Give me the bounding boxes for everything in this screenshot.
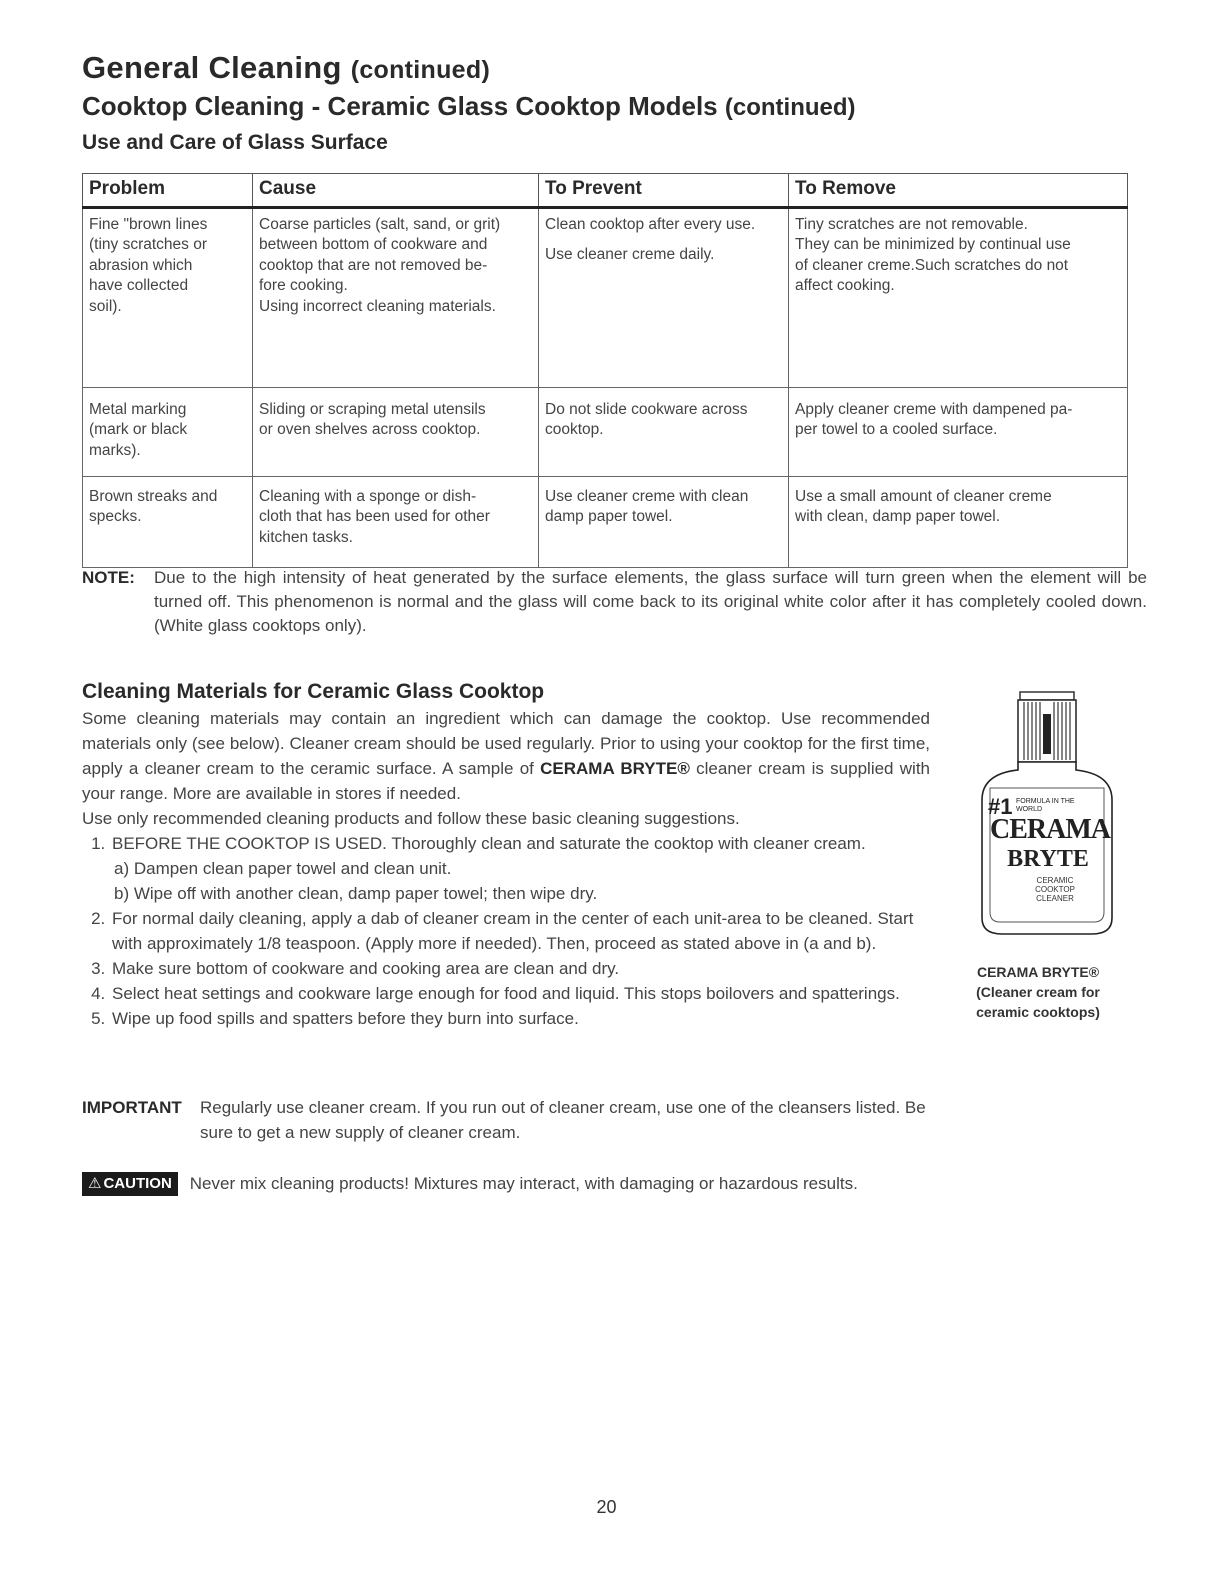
- materials-body: [82, 706, 930, 1031]
- list-item: 5. Wipe up food spills and spatters before they burn into surface.: [110, 1006, 930, 1031]
- list-item: 1. BEFORE THE COOKTOP IS USED. Thoroughly clean and saturate the cooktop with cleaner cream. a) Dampen clean paper towel and clean unit. b) Wipe off with another clean, damp paper towel; then wipe dry.: [110, 831, 930, 906]
- important-block: [82, 1095, 930, 1145]
- header-cause: Cause: [253, 174, 539, 208]
- materials-heading: Cleaning Materials for Ceramic Glass Cooktop: [82, 680, 545, 703]
- page-title: General Cleaning (continued): [82, 50, 491, 85]
- cell-prevent: Clean cooktop after every use. Use cleaner creme daily.: [539, 207, 789, 387]
- bottle-caption: [958, 962, 1118, 1022]
- cell-problem: Brown streaks and specks.: [83, 476, 253, 567]
- cell-prevent: Use cleaner creme with clean damp paper towel.: [539, 476, 789, 567]
- cell-remove: Apply cleaner creme with dampened pa- per towel to a cooled surface.: [789, 387, 1128, 476]
- important-text: Regularly use cleaner cream. If you run out of cleaner cream, use one of the cleansers listed. Be sure to get a new supply of cleaner cream.: [200, 1098, 926, 1142]
- cell-cause: Sliding or scraping metal utensils or oven shelves across cooktop.: [253, 387, 539, 476]
- table-row: [83, 476, 1128, 567]
- bottle-badge-number: #1: [988, 794, 1013, 819]
- section-heading: Use and Care of Glass Surface: [82, 131, 388, 154]
- cell-problem: Fine "brown lines (tiny scratches or abrasion which have collected soil).: [83, 207, 253, 387]
- header-remove: To Remove: [789, 174, 1128, 208]
- note-label: NOTE:: [82, 568, 135, 587]
- header-problem: Problem: [83, 174, 253, 208]
- cleaner-bottle-image: [972, 690, 1118, 940]
- bottle-caption-desc: (Cleaner cream for ceramic cooktops): [976, 984, 1100, 1020]
- caution-block: [82, 1170, 932, 1198]
- page-subtitle-suffix: (continued): [724, 94, 856, 121]
- cell-prevent: Do not slide cookware across cooktop.: [539, 387, 789, 476]
- bottle-subtitle: CERAMIC COOKTOP CLEANER: [1035, 876, 1075, 903]
- materials-intro: Some cleaning materials may contain an ingredient which can damage the cooktop. Use recommended materials only (see below). Cleaner cream should be used regularly. Prior to using your cooktop for the first time, apply a cleaner cream to the ceramic surface. A sample of CERAMA BRYTE® cleaner cream is supplied with your range. More are available in stores if needed.: [82, 709, 931, 803]
- table-row: [83, 387, 1128, 476]
- caution-badge: ⚠ CAUTION: [82, 1172, 178, 1196]
- bottle-caption-title: CERAMA BRYTE®: [976, 964, 1100, 980]
- care-table: [82, 173, 1128, 568]
- note-text: Due to the high intensity of heat generated by the surface elements, the glass surface will turn green when the element will be turned off. This phenomenon is normal and the glass will come back to its original white color after it has completely cooled down. (White glass cooktops only).: [154, 568, 1147, 635]
- cell-remove: Tiny scratches are not removable. They can be minimized by continual use of cleaner creme.Such scratches do not affect cooking.: [789, 207, 1128, 387]
- important-label: IMPORTANT: [82, 1098, 182, 1117]
- list-item: 4. Select heat settings and cookware large enough for food and liquid. This stops boilovers and spatterings.: [110, 981, 930, 1006]
- cell-cause: Coarse particles (salt, sand, or grit) between bottom of cookware and cooktop that are not removed be- fore cooking. Using incorrect cleaning materials.: [253, 207, 539, 387]
- list-item: 3. Make sure bottom of cookware and cooking area are clean and dry.: [110, 956, 930, 981]
- warning-icon: ⚠: [88, 1175, 102, 1192]
- table-row: [83, 207, 1128, 387]
- brand-name: CERAMA BRYTE®: [540, 759, 690, 778]
- list-item: 2. For normal daily cleaning, apply a dab of cleaner cream in the center of each unit-area to be cleaned. Start with approximately 1/8 teaspoon. (Apply more if needed). Then, proceed as stated above in (a and b).: [110, 906, 930, 956]
- cell-remove: Use a small amount of cleaner creme with clean, damp paper towel.: [789, 476, 1128, 567]
- cell-cause: Cleaning with a sponge or dish- cloth that has been used for other kitchen tasks.: [253, 476, 539, 567]
- bottle-brand-2: BRYTE: [1007, 846, 1089, 872]
- bottle-brand-1: CERAMA: [990, 814, 1110, 845]
- cleaning-steps: [82, 831, 930, 1031]
- page-number: 20: [596, 1497, 617, 1517]
- list-subitem: b) Wipe off with another clean, damp paper towel; then wipe dry.: [114, 884, 598, 903]
- caution-text: Never mix cleaning products! Mixtures may interact, with damaging or hazardous results.: [189, 1174, 858, 1193]
- bottle-badge-text: FORMULA IN THE WORLD: [1016, 798, 1075, 813]
- page-title-suffix: (continued): [350, 56, 491, 84]
- table-header-row: [83, 174, 1128, 208]
- page-subtitle: Cooktop Cleaning - Ceramic Glass Cooktop Models (continued): [82, 91, 856, 121]
- cell-problem: Metal marking (mark or black marks).: [83, 387, 253, 476]
- list-subitem: a) Dampen clean paper towel and clean unit.: [114, 859, 452, 878]
- note-block: [82, 566, 1147, 638]
- header-prevent: To Prevent: [539, 174, 789, 208]
- materials-intro-2: Use only recommended cleaning products and follow these basic cleaning suggestions.: [82, 809, 740, 828]
